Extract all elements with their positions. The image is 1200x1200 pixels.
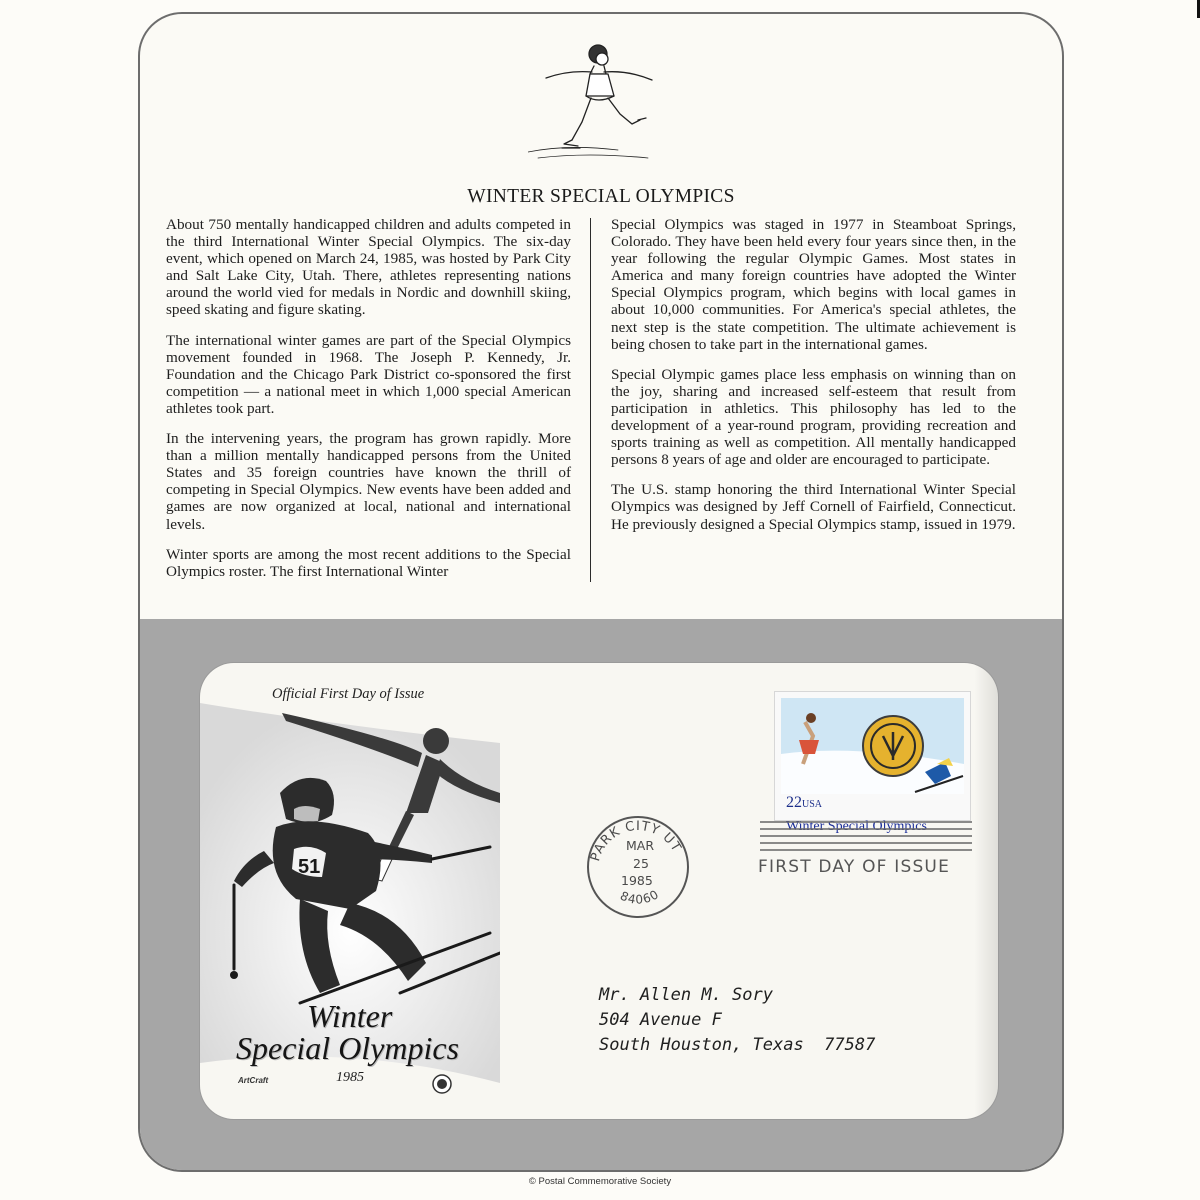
cachet-title-line1: Winter [307,998,393,1034]
stamp-caption: Winter Special Olympics [786,819,927,834]
article-right-column [611,216,1016,546]
article-paragraph: Special Olympic games place less emphasis on winning than on the joy, sharing and increased self-esteem that result from participation in athletics. This philosophy has led to the development of a year-round program, providing recreation and sports training as well as competition. All mentally handicapped persons 8 years of age and older are encouraged to participate. [611,365,1016,469]
society-seal-icon [432,1074,452,1094]
stamp-value: 22 [786,794,802,811]
article-paragraph: In the intervening years, the program has grown rapidly. More than a million mentally handicapped persons from the United States and 35 foreign countries have known the thrill of competing in Special Olympics. New events have been added and games are now organized at local, national and international levels. [166,430,571,533]
artcraft-logo: ArtCraft [238,1076,269,1085]
address-line: South Houston, Texas 77587 [599,1035,876,1055]
article-paragraph: The U.S. stamp honoring the third International Winter Special Olympics was designed by Jeff Cornell of Fairfield, Connecticut. He previously designed a Special Olympics stamp, issued in 1979. [611,481,1016,533]
postmark-year: 1985 [621,873,653,888]
column-divider [590,218,591,582]
page-title: WINTER SPECIAL OLYMPICS [467,186,735,207]
address-line: 504 Avenue F [599,1010,722,1030]
mailing-address [599,983,875,1058]
cachet-title-line2: Special Olympics [236,1030,460,1066]
article-paragraph: The international winter games are part of the Special Olympics movement founded in 1968. The Joseph P. Kennedy, Jr. Foundation and the Chicago Park District co-sponsored the first competition — a national meet in which 1,000 special American athletes took part. [166,331,571,417]
postmark-day: 25 [633,856,649,871]
svg-text:84060 [618,887,662,907]
official-first-day-heading: Official First Day of Issue [272,686,425,702]
postmark-zip: 84060 [617,886,662,907]
stamp-country: USA [802,799,823,810]
article-paragraph: About 750 mentally handicapped children and adults competed in the third International Winter Special Olympics. The six-day event, which opened on March 24, 1985, was hosted by Park City and Salt Lake City, Utah. There, athletes representing nations around the world vied for medals in Nordic and downhill skiing, speed skating and figure skating. [166,216,571,319]
address-line: Mr. Allen M. Sory [599,985,773,1005]
article-paragraph: Special Olympics was staged in 1977 in Steamboat Springs, Colorado. They have been held every four years since then, in the year following the regular Olympic Games. Most states in America and many foreign countries have adopted the Winter Special Olympics program, which begins with local games in about 10,000 communities. For America's special athletes, the next step is the state competition. The ultimate achievement is being chosen to take part in the international games. [611,216,1016,353]
cancellation-lines [760,816,980,860]
postmark-month: MAR [626,838,655,853]
first-day-of-issue-cancel: FIRST DAY OF ISSUE [758,857,951,877]
article-paragraph: Winter sports are among the most recent additions to the Special Olympics roster. The first International Winter [166,545,571,580]
bib-number: 51 [298,856,321,878]
cachet-year: 1985 [336,1070,364,1085]
stamp-denomination [786,794,822,812]
postmark-city: PARK CITY UT [588,818,684,864]
figure-skater-illustration [528,40,688,180]
article-left-column [166,216,571,593]
copyright-footer: © Postal Commemorative Society [528,1176,672,1187]
